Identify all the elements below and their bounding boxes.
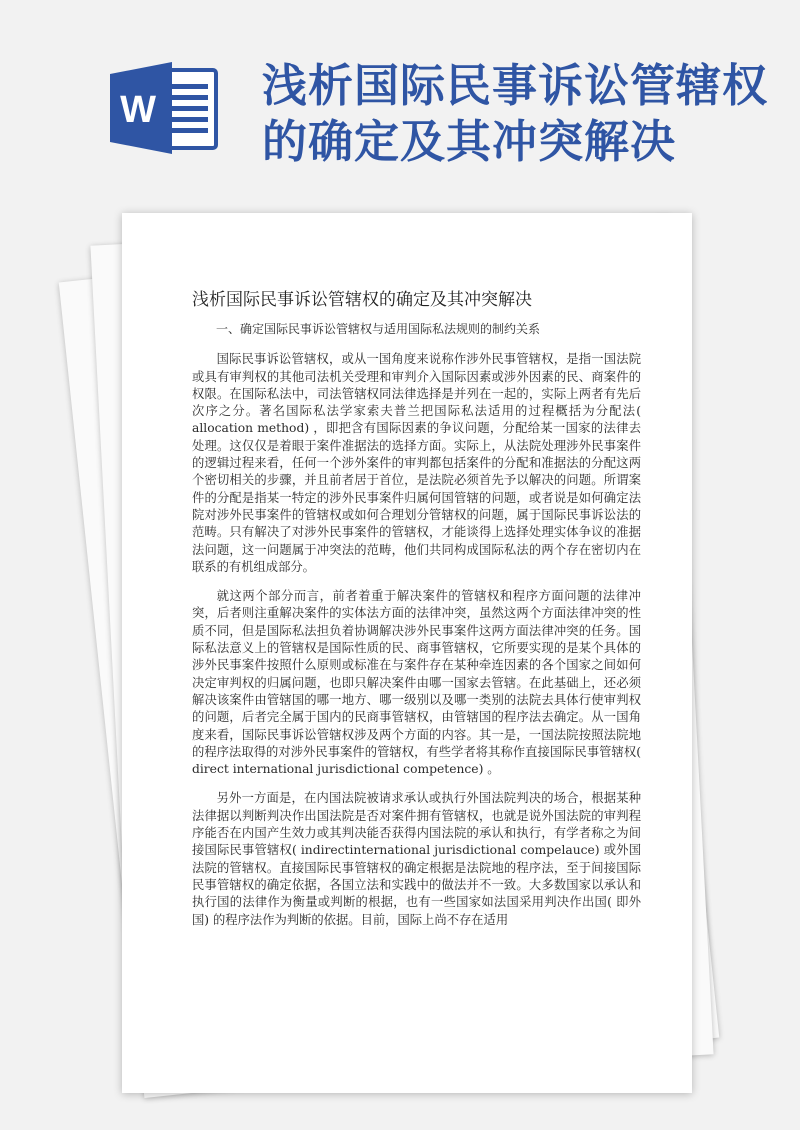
header-banner — [0, 0, 800, 200]
svg-text:W: W — [120, 89, 156, 131]
document-page — [122, 213, 692, 1093]
document-body — [192, 321, 641, 941]
section-heading: 一、确定国际民事诉讼管辖权与适用国际私法规则的制约关系 — [216, 322, 541, 336]
word-document-icon — [110, 62, 220, 154]
banner-title: 浅析国际民事诉讼管辖权的确定及其冲突解决 — [262, 59, 769, 168]
paragraph: 国际民事诉讼管辖权，或从一国角度来说称作涉外民事管辖权，是指一国法院或具有审判权的其他司法机关受理和审判介入国际因素或涉外因素的民、商案件的权限。在国际私法中，司法管辖权同法律选择是并列在一起的，实际上两者有先后次序之分。著名国际私法学家索夫普兰把国际私法适用的过程概括为分配法( allocation method) ，即把含有国际因素的争议问题，分配给某一国家的法律去处理。这仅仅是着眼于案件准据法的选择方面。实际上，从法院处理涉外民事案件的逻辑过程来看，任何一个涉外案件的审判都包括案件的分配和准据法的分配这两个密切相关的步骤，并且前者居于首位，是法院必须首先予以解决的问题。所谓案件的分配是指某一特定的涉外民事案件归属何国管辖的问题，或者说是如何确定法院对涉外民事案件的管辖权或如何合理划分管辖权的问题，属于国际民事诉讼法的范畴。只有解决了对涉外民事案件的管辖权，才能谈得上选择处理实体争议的准据法问题，这一问题属于冲突法的范畴，他们共同构成国际私法的两个存在密切内在联系的有机组成部分。 — [192, 352, 641, 574]
paragraph: 就这两个部分而言，前者着重于解决案件的管辖权和程序方面问题的法律冲突，后者则注重解决案件的实体法方面的法律冲突，虽然这两个方面法律冲突的性质不同，但是国际私法担负着协调解决涉外民事案件这两方面法律冲突的任务。国际私法意义上的管辖权是国际性质的民、商事管辖权，它所要实现的是某个具体的涉外民事案件按照什么原则或标准在与案件存在某种牵连因素的各个国家之间如何决定审判权的归属问题，也即只解决案件由哪一国家去管辖。在此基础上，还必须解决该案件由管辖国的哪一地方、哪一级别以及哪一类别的法院去具体行使审判权的问题，后者完全属于国内的民商事管辖权，由管辖国的程序法去确定。从一国角度来看，国际民事诉讼管辖权涉及两个方面的内容。其一是，一国法院按照法院地的程序法取得的对涉外民事案件的管辖权，有些学者将其称作直接国际民事管辖权( direct international jurisdictional competence) 。 — [192, 589, 641, 777]
document-title: 浅析国际民事诉讼管辖权的确定及其冲突解决 — [192, 290, 532, 310]
paragraph: 另外一方面是，在内国法院被请求承认或执行外国法院判决的场合，根据某种法律据以判断判决作出国法院是否对案件拥有管辖权，也就是说外国法院的审判程序能否在内国产生效力或其判决能否获得内国法院的承认和执行，有学者称之为间接国际民事管辖权( indirectinternational jurisdictional compelauce) 或外国法院的管辖权。直接国际民事管辖权的确定根据是法院地的程序法，至于间接国际民事管辖权的确定依据，各国立法和实践中的做法并不一致。大多数国家以承认和执行国的法律作为衡量或判断的根据，也有一些国家如法国采用判决作出国( 即外国) 的程序法作为判断的依据。目前，国际上尚不存在适用 — [192, 791, 641, 927]
